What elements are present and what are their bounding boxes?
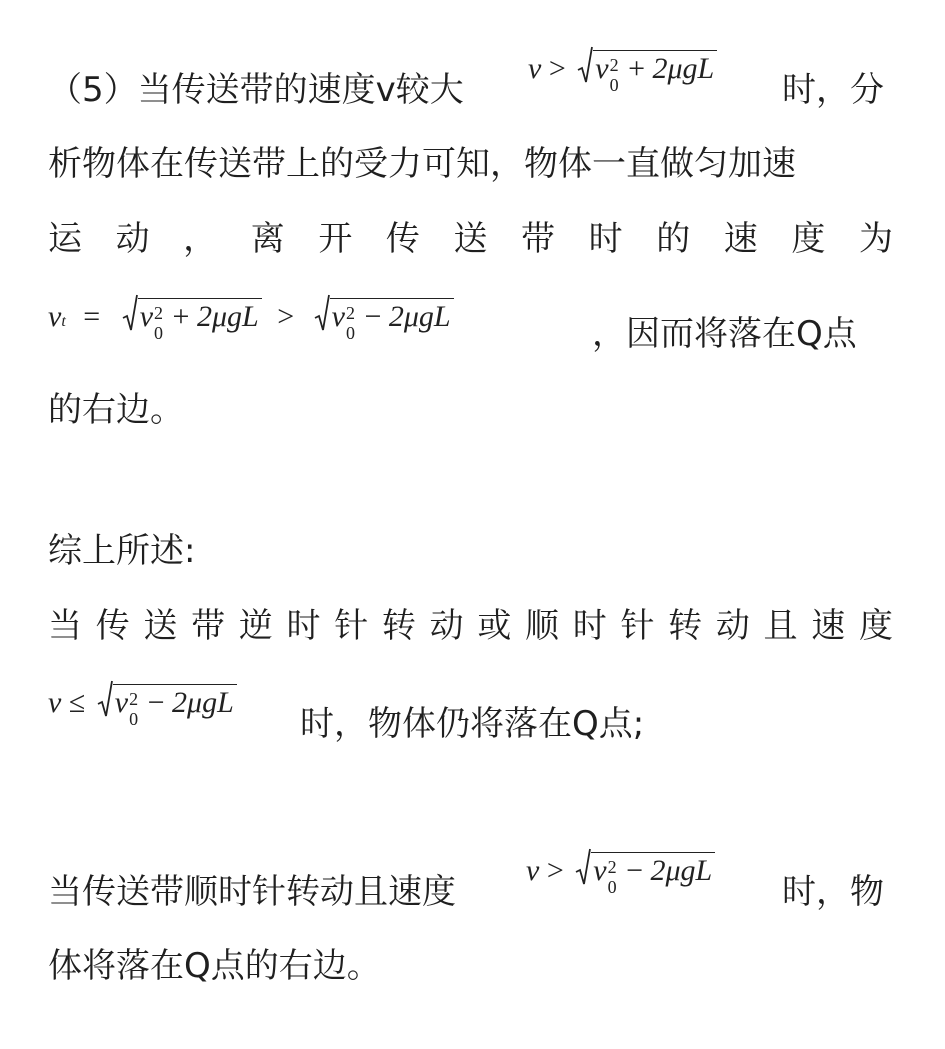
formula-v-gt-sqrt-plus: v > v 2 0 + 2μgL (528, 48, 717, 87)
p2-line-1: 当 传 送 带 逆 时 针 转 动 或 顺 时 针 转 动 且 速 度 (48, 606, 893, 646)
p3-line-2: 体将落在Q点的右边。 (48, 946, 381, 986)
formula-vt: vt = v 2 0 + 2μgL > v 2 0 − 2μgL (48, 296, 454, 340)
p1-line-1-end: 时，分 (782, 70, 884, 110)
summary-heading: 综上所述: (48, 531, 196, 571)
p1-line-3: 运 动 ， 离 开 传 送 带 时 的 速 度 为 (48, 219, 893, 259)
p1-line-2: 析物体在传送带上的受力可知，物体一直做匀加速 (48, 144, 796, 184)
sqrt-symbol: v 2 0 + 2μgL (577, 48, 717, 87)
p1-line-4-end: ，因而将落在Q点 (592, 314, 857, 354)
p3-line-1-end: 时，物 (782, 872, 884, 912)
p2-line-2-end: 时，物体仍将落在Q点; (300, 704, 645, 744)
formula-v-le-sqrt: v ≤ v 2 0 − 2μgL (48, 682, 237, 721)
p1-line-5: 的右边。 (48, 390, 184, 430)
p3-line-1: 当传送带顺时针转动且速度 (48, 872, 456, 912)
p1-line-1 (48, 70, 464, 110)
formula-v-gt-sqrt-minus: v > v 2 0 − 2μgL (526, 850, 715, 889)
p1-line-1-text: （5）当传送带的速度v较大 (48, 70, 464, 110)
